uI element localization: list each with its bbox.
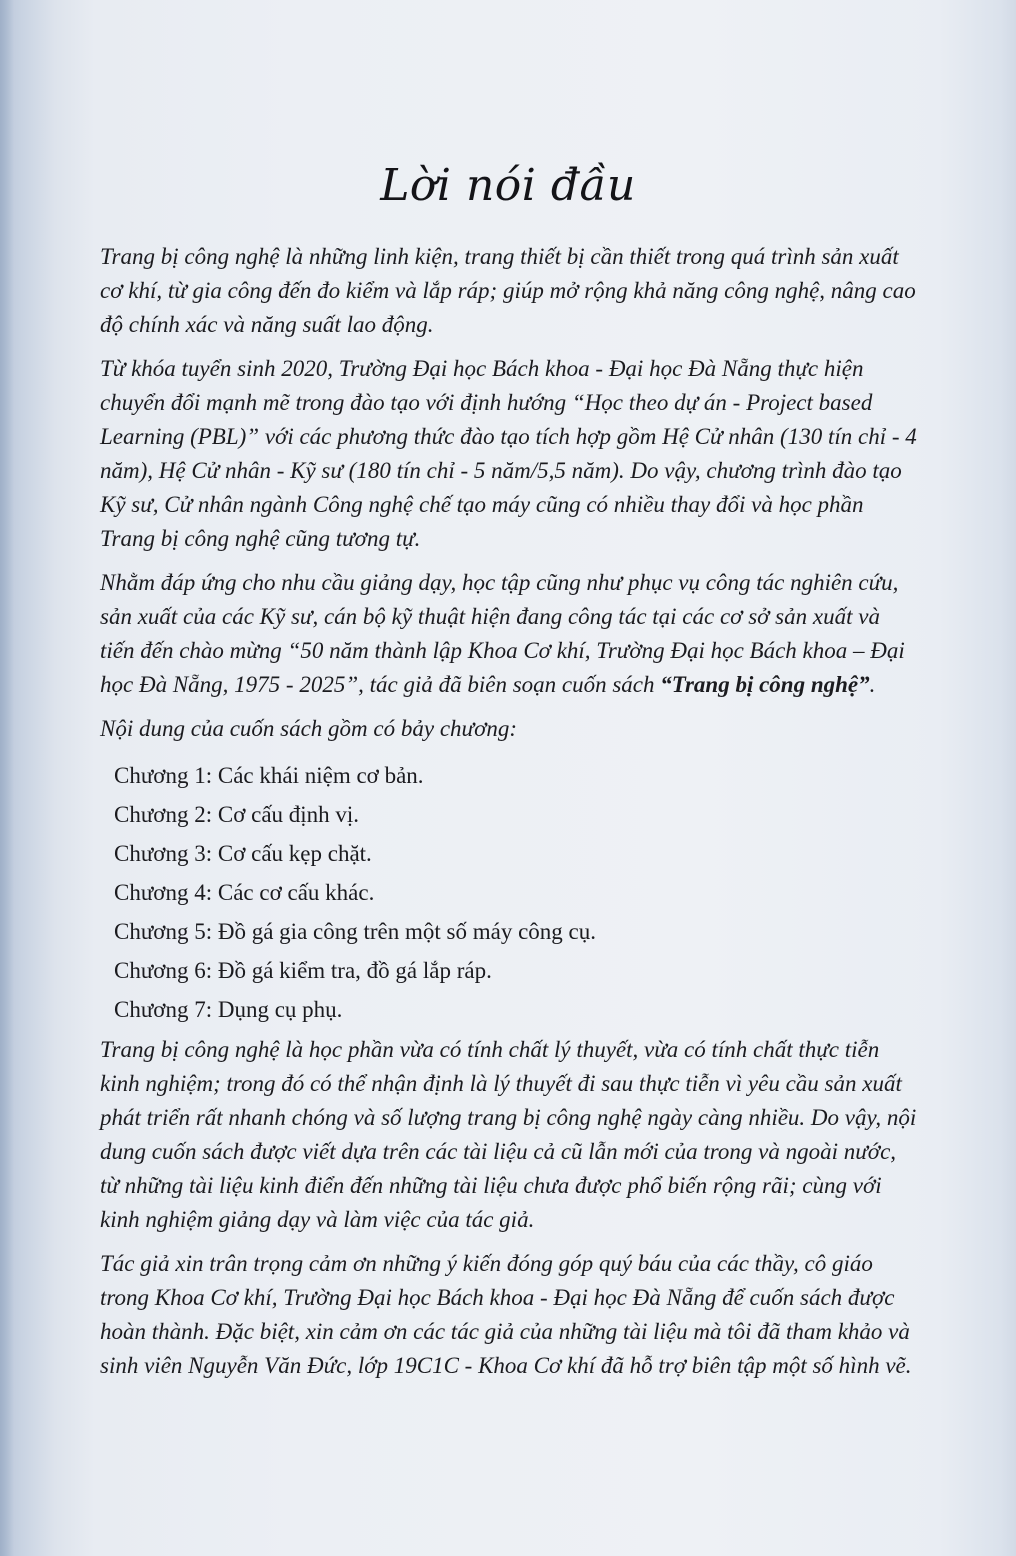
paragraph-3-text: Nhằm đáp ứng cho nhu cầu giảng dạy, học tập cũng như phục vụ công tác nghiên cứu, sản xuất của các Kỹ sư, cán bộ kỹ thuật hiện đang công tác tại các cơ sở sản xuất và tiến đến chào mừng “50 năm thành lập Khoa Cơ khí, Trường Đại học Bách khoa – Đại học Đà Nẵng, 1975 - 2025”, tác giả đã biên soạn cuốn sách [100, 570, 905, 697]
chapter-item: Chương 4: Các cơ cấu khác. [114, 880, 375, 905]
paragraph-2: Từ khóa tuyển sinh 2020, Trường Đại học Bách khoa - Đại học Đà Nẵng thực hiện chuyển đổi mạnh mẽ trong đào tạo với định hướng “Học theo dự án - Project based Learning (PBL)” với các phương thức đào tạo tích hợp gồm Hệ Cử nhân (130 tín chỉ - 4 năm), Hệ Cử nhân - Kỹ sư (180 tín chỉ - 5 năm/5,5 năm). Do vậy, chương trình đào tạo Kỹ sư, Cử nhân ngành Công nghệ chế tạo máy cũng có nhiều thay đổi và học phần Trang bị công nghệ cũng tương tự. [100, 356, 917, 551]
chapter-item: Chương 1: Các khái niệm cơ bản. [114, 763, 424, 788]
paragraph-5: Trang bị công nghệ là học phần vừa có tính chất lý thuyết, vừa có tính chất thực tiễn kinh nghiệm; trong đó có thể nhận định là lý thuyết đi sau thực tiễn vì yêu cầu sản xuất phát triển rất nhanh chóng và số lượng trang bị công nghệ ngày càng nhiều. Do vậy, nội dung cuốn sách được viết dựa trên các tài liệu cả cũ lẫn mới của trong và ngoài nước, từ những tài liệu kinh điển đến những tài liệu chưa được phổ biến rộng rãi; cùng với kinh nghiệm giảng dạy và làm việc của tác giả. [100, 1037, 917, 1232]
paragraph-6: Tác giả xin trân trọng cảm ơn những ý kiến đóng góp quý báu của các thầy, cô giáo trong Khoa Cơ khí, Trường Đại học Bách khoa - Đại học Đà Nẵng để cuốn sách được hoàn thành. Đặc biệt, xin cảm ơn các tác giả của những tài liệu mà tôi đã tham khảo và sinh viên Nguyễn Văn Đức, lớp 19C1C - Khoa Cơ khí đã hỗ trợ biên tập một số hình vẽ. [100, 1251, 912, 1378]
chapter-item: Chương 5: Đồ gá gia công trên một số máy công cụ. [114, 919, 596, 944]
paragraph-3-end: . [869, 672, 876, 697]
paragraph-1: Trang bị công nghệ là những linh kiện, trang thiết bị cần thiết trong quá trình sản xuất cơ khí, từ gia công đến đo kiểm và lắp ráp; giúp mở rộng khả năng công nghệ, nâng cao độ chính xác và năng suất lao động. [100, 244, 916, 337]
preface-body [100, 240, 920, 1393]
book-title-bold: “Trang bị công nghệ” [660, 672, 870, 697]
chapter-item: Chương 3: Cơ cấu kẹp chặt. [114, 841, 372, 866]
chapter-list [114, 756, 920, 1029]
paragraph-3 [100, 566, 920, 702]
page-edge-shadow [0, 0, 14, 1556]
chapter-item: Chương 7: Dụng cụ phụ. [114, 997, 343, 1022]
paragraph-4: Nội dung của cuốn sách gồm có bảy chương: [100, 716, 518, 741]
chapter-item: Chương 6: Đồ gá kiểm tra, đồ gá lắp ráp. [114, 958, 492, 983]
page-title: Lời nói đầu [380, 160, 636, 211]
chapter-item: Chương 2: Cơ cấu định vị. [114, 802, 360, 827]
